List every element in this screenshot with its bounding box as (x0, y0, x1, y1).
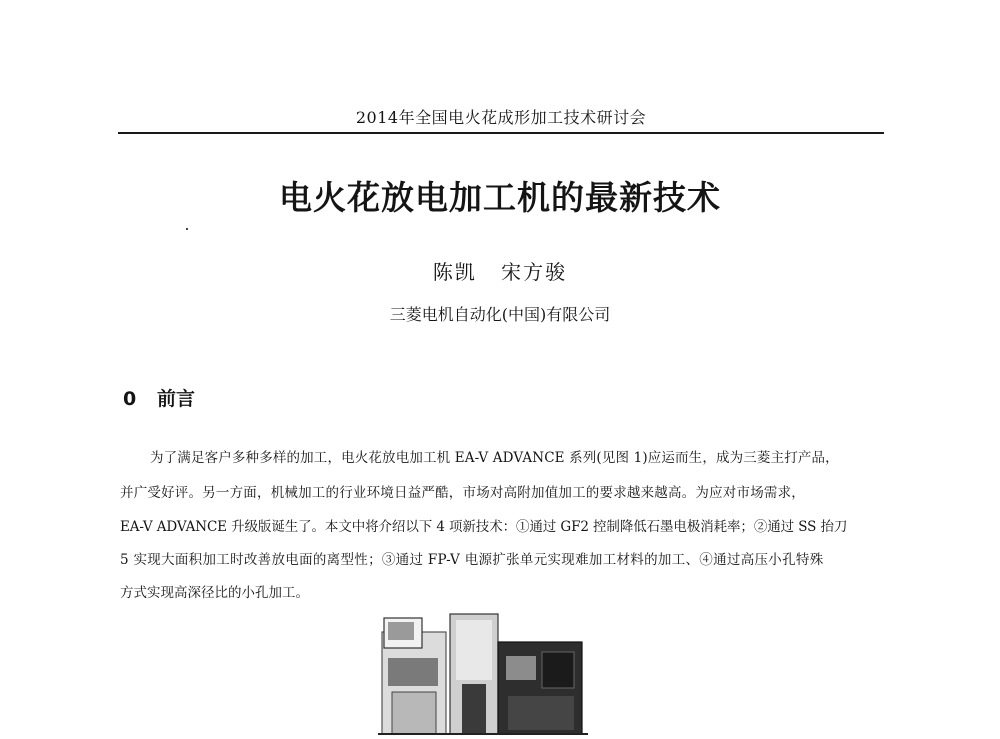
section-heading (123, 384, 195, 411)
body-line: 5 实现大面积加工时改善放电面的离型性；③通过 FP-V 电源扩张单元实现难加工材料的加工、④通过高压小孔特殊 (120, 552, 824, 568)
paper-authors: 陈凯 宋方骏 (432, 260, 568, 284)
conference-header: 2014年全国电火花成形加工技术研讨会 (355, 108, 647, 127)
body-line: 方式实现高深径比的小孔加工。 (120, 585, 309, 601)
header-rule (118, 132, 884, 134)
paper-title: 电火花放电加工机的最新技术 (279, 178, 721, 217)
section-title: 前言 (157, 388, 196, 410)
body-line: EA-V ADVANCE 升级版诞生了。本文中将介绍以下 4 项新技术：①通过 GF2 控制降低石墨电极消耗率；②通过 SS 抬刀 (120, 519, 848, 535)
edm-machine-image (378, 612, 588, 735)
paper-affiliation: 三菱电机自动化(中国)有限公司 (389, 305, 611, 324)
body-line: 为了满足客户多种多样的加工，电火花放电加工机 EA-V ADVANCE 系列(见图 1)应运而生，成为三菱主打产品， (150, 450, 839, 466)
section-number: 0 (123, 388, 137, 410)
machine-figure (378, 612, 588, 735)
body-line: 并广受好评。另一方面，机械加工的行业环境日益严酷，市场对高附加值加工的要求越来越高。为应对市场需求， (120, 485, 805, 501)
stray-dot (186, 228, 188, 230)
